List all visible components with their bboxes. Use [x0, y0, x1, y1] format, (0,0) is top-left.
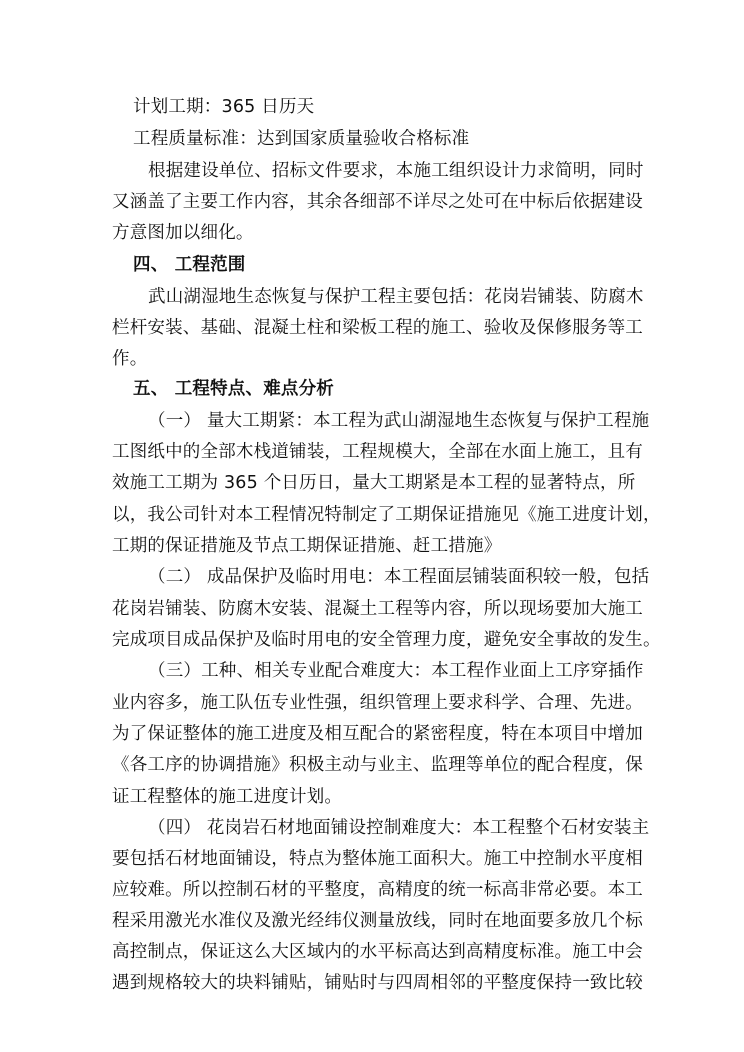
paragraph-line: 应较难。所以控制石材的平整度，高精度的统一标高非常必要。本工 — [112, 880, 643, 900]
paragraph-line: （二） 成品保护及临时用电：本工程面层铺装面积较一般，包括 — [148, 567, 650, 587]
paragraph-line: 根据建设单位、招标文件要求，本施工组织设计力求简明，同时 — [148, 161, 644, 181]
paragraph-line: 要包括石材地面铺设，特点为整体施工面积大。施工中控制水平度相 — [112, 849, 643, 869]
paragraph-line: 栏杆安装、基础、混凝土柱和梁板工程的施工、验收及保修服务等工 — [112, 318, 643, 338]
plan-duration-line: 计划工期：365 日历天 — [133, 97, 315, 117]
paragraph-line: 以，我公司针对本工程情况特制定了工期保证措施见《施工进度计划， — [112, 505, 661, 525]
paragraph-line: （一） 量大工期紧：本工程为武山湖湿地生态恢复与保护工程施 — [148, 411, 650, 431]
paragraph-line: 为了保证整体的施工进度及相互配合的紧密程度，特在本项目中增加 — [112, 724, 643, 744]
paragraph-line: 《各工序的协调措施》积极主动与业主、监理等单位的配合程度，保 — [112, 755, 643, 775]
paragraph-line: 证工程整体的施工进度计划。 — [112, 787, 343, 807]
paragraph-line: 工图纸中的全部木栈道铺装，工程规模大，全部在水面上施工，且有 — [112, 442, 643, 462]
paragraph-line: 效施工工期为 365 个日历日，量大工期紧是本工程的显著特点，所 — [112, 473, 636, 493]
paragraph-line: 方意图加以细化。 — [112, 223, 254, 243]
paragraph-line: 花岗岩铺装、防腐木安装、混凝土工程等内容，所以现场要加大施工 — [112, 599, 643, 619]
paragraph-line: （四） 花岗岩石材地面铺设控制难度大：本工程整个石材安装主 — [148, 818, 650, 838]
paragraph-line: 作。 — [112, 349, 148, 369]
section-heading-features: 五、 工程特点、难点分析 — [133, 379, 334, 399]
paragraph-line: 遇到规格较大的块料铺贴，铺贴时与四周相邻的平整度保持一致比较 — [112, 973, 643, 993]
paragraph-line: 完成项目成品保护及临时用电的安全管理力度，避免安全事故的发生。 — [112, 630, 661, 650]
paragraph-line: 高控制点，保证这么大区域内的水平标高达到高精度标准。施工中会 — [112, 942, 643, 962]
paragraph-line: 武山湖湿地生态恢复与保护工程主要包括：花岗岩铺装、防腐木 — [148, 287, 644, 307]
paragraph-line: （三）工种、相关专业配合难度大：本工程作业面上工序穿插作 — [148, 661, 644, 681]
quality-standard-line: 工程质量标准：达到国家质量验收合格标准 — [133, 129, 470, 149]
paragraph-line: 程采用激光水准仪及激光经纬仪测量放线，同时在地面要多放几个标 — [112, 911, 643, 931]
section-heading-scope: 四、 工程范围 — [133, 255, 246, 275]
paragraph-line: 工期的保证措施及节点工期保证措施、赶工措施》 — [112, 536, 502, 556]
paragraph-line: 业内容多，施工队伍专业性强，组织管理上要求科学、合理、先进。 — [112, 693, 643, 713]
paragraph-line: 又涵盖了主要工作内容，其余各细部不详尽之处可在中标后依据建设 — [112, 192, 643, 212]
